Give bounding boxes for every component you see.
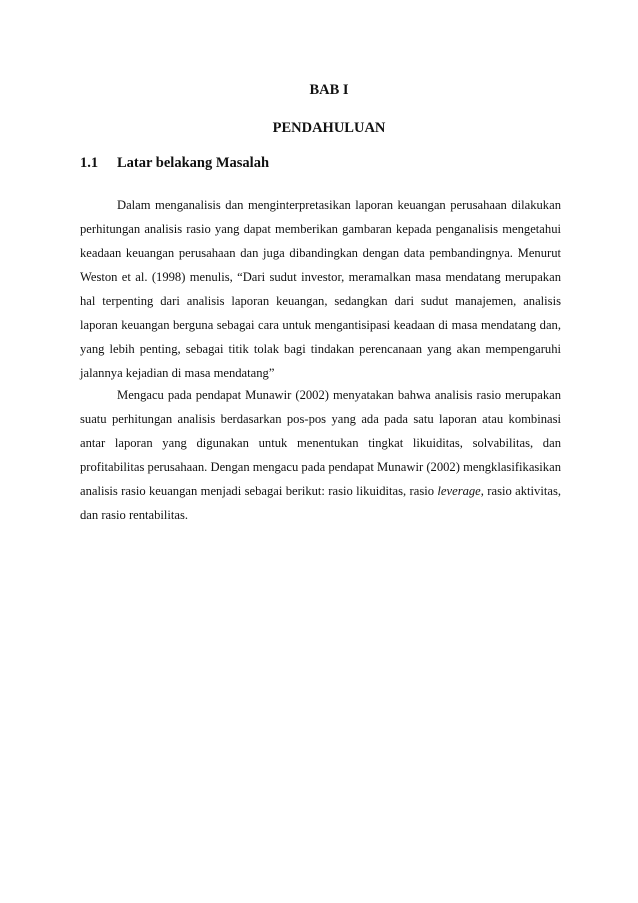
chapter-title: PENDAHULUAN [272, 120, 386, 136]
paragraph-2-text-after: , rasio aktivitas, dan rasio rentabilitas. [80, 484, 561, 522]
paragraph-2 [80, 383, 561, 527]
chapter-label: BAB I [309, 82, 349, 98]
paragraph-1: Dalam menganalisis dan menginterpretasikan laporan keuangan perusahaan dilakukan perhitungan analisis rasio yang dapat memberikan gambaran kepada penganalisis mengetahui keadaan keuangan perusahaan dan juga dibandingkan dengan data pembandingnya. Menurut Weston et al. (1998) menulis, “Dari sudut investor, meramalkan masa mendatang merupakan hal terpenting dari analisis laporan keuangan, sedangkan dari sudut manajemen, analisis laporan keuangan berguna sebagai cara untuk mengantisipasi keadaan di masa mendatang dan, yang lebih penting, sebagai titik tolak bagi tindakan perencanaan yang akan mempengaruhi jalannya kejadian di masa mendatang” [80, 198, 561, 380]
italic-term-leverage: leverage [437, 484, 481, 498]
section-number: 1.1 [80, 155, 99, 171]
section-title: Latar belakang Masalah [117, 155, 270, 171]
section-heading [80, 155, 560, 172]
paragraph-2-text-before: Mengacu pada pendapat Munawir (2002) menyatakan bahwa analisis rasio merupakan suatu perhitungan analisis berdasarkan pos-pos yang ada pada satu laporan atau kombinasi antar laporan yang digunakan untuk menentukan tingkat likuiditas, solvabilitas, dan profitabilitas perusahaan. Dengan mengacu pada pendapat Munawir (2002) mengklasifikasikan analisis rasio keuangan menjadi sebagai berikut: rasio likuiditas, rasio [80, 388, 561, 498]
